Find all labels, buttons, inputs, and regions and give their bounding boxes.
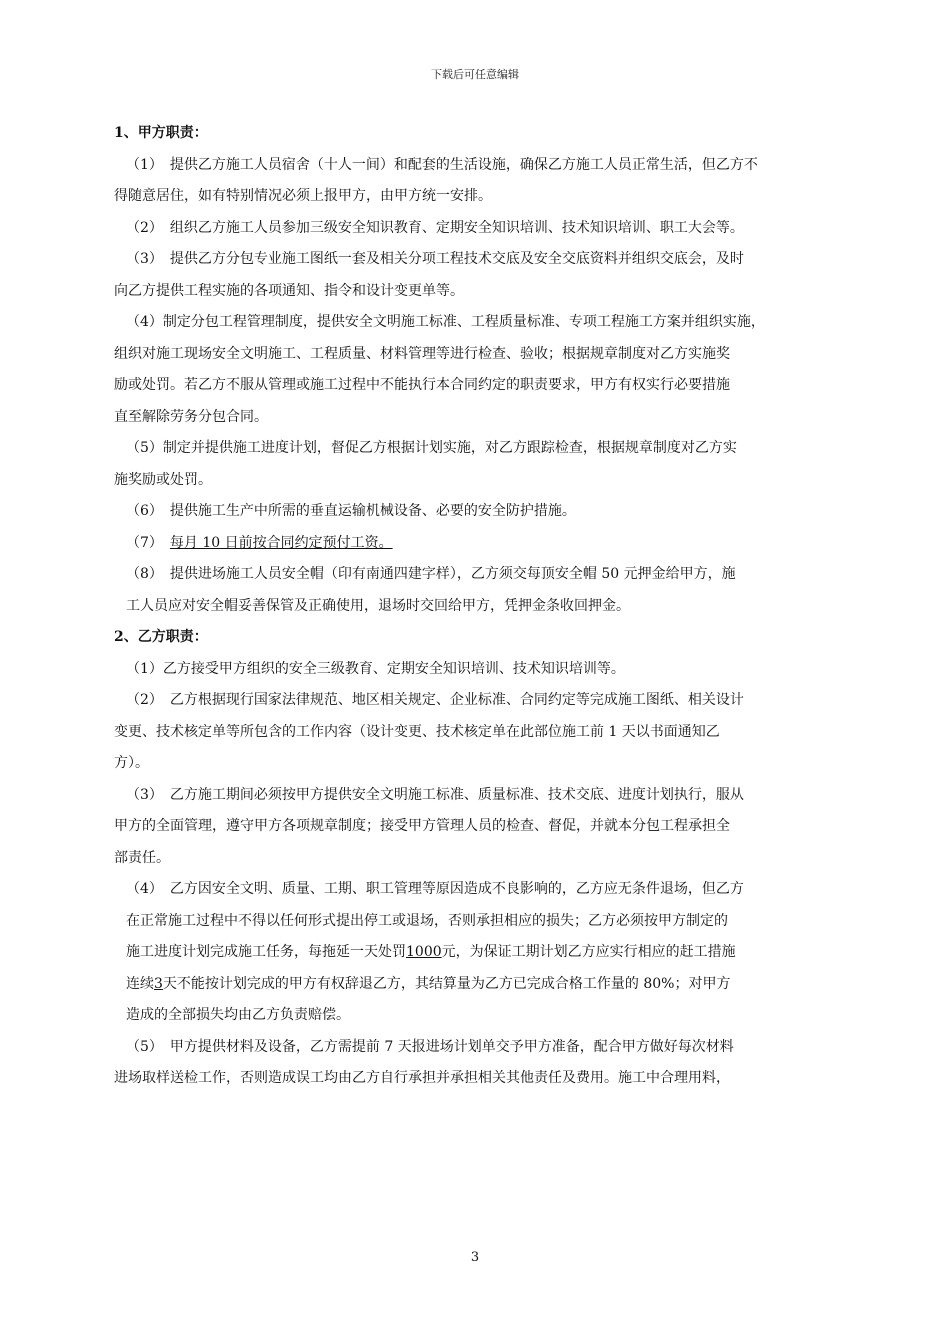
s2-p2-line-1: （2） 乙方根据现行国家法律规范、地区相关规定、企业标准、合同约定等完成施工图纸、相关设计: [126, 692, 744, 708]
s2-p4-line-2: 在正常施工过程中不得以任何形式提出停工或退场，否则承担相应的损失；乙方必须按甲方制定的: [126, 912, 728, 929]
s2-p1-line-1: （1）乙方接受甲方组织的安全三级教育、定期安全知识培训、技术知识培训等。: [126, 660, 625, 677]
s2-p2-line-2: 变更、技术核定单等所包含的工作内容（设计变更、技术核定单在此部位施工前 1 天以书面通知乙: [114, 723, 720, 740]
s1-p4-line-4: 直至解除劳务分包合同。: [114, 408, 268, 425]
s2-p4-line-1: （4） 乙方因安全文明、质量、工期、职工管理等原因造成不良影响的，乙方应无条件退场，但乙方: [126, 881, 744, 897]
section-1-heading: 1、甲方职责：: [114, 125, 208, 141]
s1-p7-line-1: [114, 528, 854, 560]
s2-p3-line-2: 甲方的全面管理，遵守甲方各项规章制度；接受甲方管理人员的检查、督促，并就本分包工程承担全: [114, 818, 730, 834]
s1-p3-line-2: 向乙方提供工程实施的各项通知、指令和设计变更单等。: [114, 282, 464, 299]
s1-p7-text: 每月 10 日前按合同约定预付工资。: [169, 534, 393, 551]
s2-p4-line-4: [114, 969, 854, 1001]
s1-p5-line-1: （5）制定并提供施工进度计划，督促乙方根据计划实施，对乙方跟踪检查，根据规章制度对乙方实: [126, 440, 737, 456]
s1-p8-line-1: （8） 提供进场施工人员安全帽（印有南通四建字样），乙方须交每顶安全帽 50 元押金给甲方，施: [126, 566, 736, 582]
s2-p4-line-3: [114, 937, 854, 969]
s1-p4-line-3: 励或处罚。若乙方不服从管理或施工过程中不能执行本合同约定的职责要求，甲方有权实行必要措施: [114, 377, 730, 393]
s1-p4-line-1: （4）制定分包工程管理制度，提供安全文明施工标准、工程质量标准、专项工程施工方案并组织实施，: [126, 314, 765, 330]
page-number: 3: [470, 1250, 480, 1265]
s1-p6-line-1: （6） 提供施工生产中所需的垂直运输机械设备、必要的安全防护措施。: [126, 503, 576, 519]
s2-p3-line-3: 部责任。: [114, 849, 170, 866]
s2-p4-line-4-a: 连续: [126, 975, 154, 992]
s1-p8-line-2: 工人员应对安全帽妥善保管及正确使用，退场时交回给甲方，凭押金条收回押金。: [126, 597, 630, 614]
s1-p3-line-1: （3） 提供乙方分包专业施工图纸一套及相关分项工程技术交底及安全交底资料并组织交底会，及时: [126, 251, 744, 267]
s1-p1-line-1: （1） 提供乙方施工人员宿舍（十人一间）和配套的生活设施，确保乙方施工人员正常生活，但乙方不: [126, 156, 758, 173]
s2-p5-line-2: 进场取样送检工作，否则造成误工均由乙方自行承担并承担相关其他责任及费用。施工中合理用料，: [114, 1070, 730, 1086]
s2-p2-line-3: 方）。: [114, 755, 149, 771]
page-header: 下载后可任意编辑: [431, 68, 519, 81]
document-body: [114, 118, 854, 1095]
s1-p5-line-2: 施奖励或处罚。: [114, 471, 212, 488]
s1-p4-line-2: 组织对施工现场安全文明施工、工程质量、材料管理等进行检查、验收；根据规章制度对乙方实施奖: [114, 345, 730, 362]
section-2-heading: 2、乙方职责：: [114, 629, 208, 645]
s2-p4-line-3-c: 元，为保证工期计划乙方应实行相应的赶工措施: [441, 944, 736, 960]
s2-p4-line-5: 造成的全部损失均由乙方负责赔偿。: [126, 1007, 350, 1023]
s1-p1-line-2: 得随意居住，如有特别情况必须上报甲方，由甲方统一安排。: [114, 188, 492, 204]
s2-p5-line-1: （5） 甲方提供材料及设备，乙方需提前 7 天报进场计划单交予甲方准备，配合甲方做好每次材料: [126, 1038, 734, 1055]
s2-p4-line-3-a: 施工进度计划完成施工任务，每拖延一天处罚: [126, 944, 406, 960]
s2-p3-line-1: （3） 乙方施工期间必须按甲方提供安全文明施工标准、质量标准、技术交底、进度计划执行，服从: [126, 786, 744, 803]
s1-p2-line-1: （2） 组织乙方施工人员参加三级安全知识教育、定期安全知识培训、技术知识培训、职工大会等。: [126, 219, 744, 236]
s2-p4-line-4-c: 天不能按计划完成的甲方有权辞退乙方，其结算量为乙方已完成合格工作量的 80%；对甲方: [162, 975, 731, 992]
penalty-amount: 1000: [406, 944, 442, 960]
days-count: 3: [154, 975, 163, 992]
s1-p7-number: （7）: [126, 534, 170, 551]
